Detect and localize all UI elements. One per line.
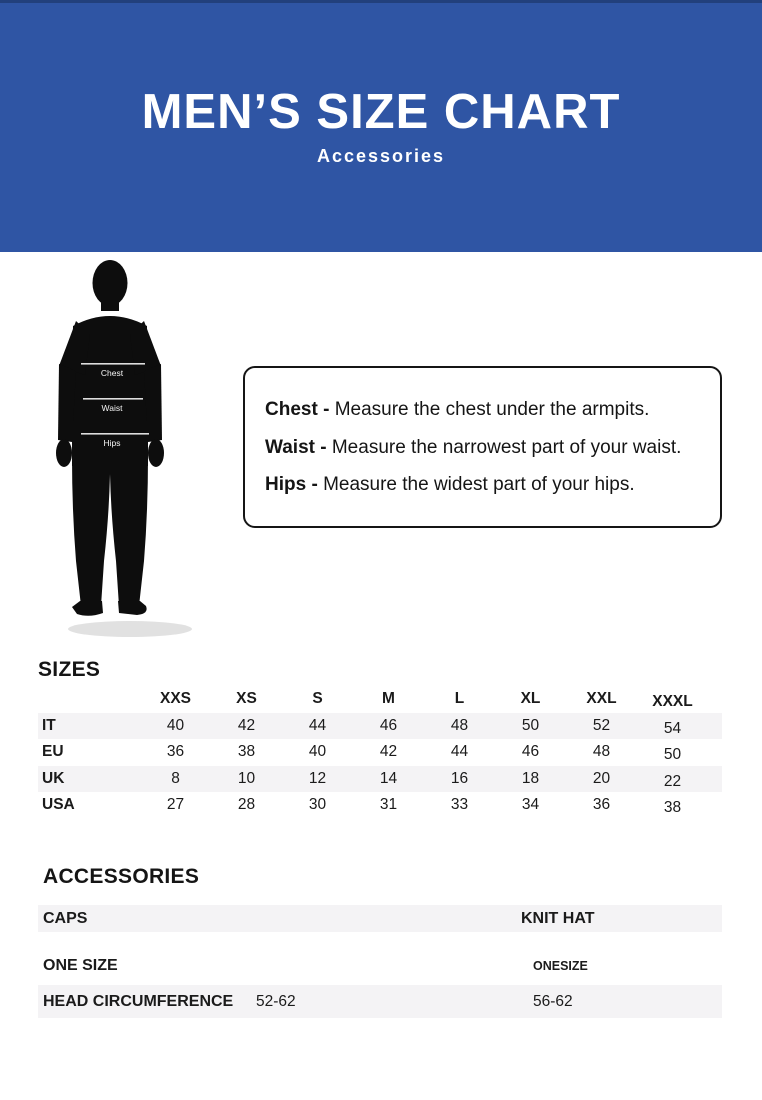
size-cell: 36 <box>592 796 611 814</box>
size-cell: 52 <box>592 717 611 735</box>
instruction-chest-text: Measure the chest under the armpits. <box>334 399 650 420</box>
size-cell: 31 <box>379 796 398 814</box>
hips-measure-line <box>81 433 149 435</box>
size-cell: 40 <box>308 743 327 761</box>
row-label: UK <box>42 769 65 787</box>
size-cell: 38 <box>663 799 682 817</box>
size-cell: 28 <box>237 796 256 814</box>
table-row <box>38 739 722 765</box>
column-header: XXS <box>159 689 191 707</box>
column-header: XL <box>520 689 541 707</box>
row-label: EU <box>42 743 64 761</box>
column-header: XS <box>236 689 257 707</box>
page-subtitle: Accessories <box>316 146 446 166</box>
size-cell: 50 <box>663 746 682 764</box>
size-cell: 8 <box>171 769 180 787</box>
waist-line-label: Waist <box>101 403 123 413</box>
column-header: M <box>382 689 395 707</box>
row-label: ONE SIZE <box>43 956 118 974</box>
instruction-waist-term: Waist - <box>265 436 327 458</box>
floor-shadow <box>68 621 192 637</box>
table-row <box>38 766 722 792</box>
table-row <box>38 985 722 1018</box>
size-cell: 10 <box>237 769 256 787</box>
column-header: XXXL <box>652 692 693 710</box>
onesize-cell: ONESIZE <box>533 958 588 973</box>
size-cell: 16 <box>450 769 469 787</box>
column-header: XXL <box>586 689 617 707</box>
size-cell: 12 <box>308 769 327 787</box>
size-cell: 46 <box>379 717 398 735</box>
instruction-chest <box>265 391 712 429</box>
size-cell: 34 <box>521 796 540 814</box>
instruction-waist <box>265 429 712 467</box>
page-title: MEN’S SIZE CHART <box>141 85 621 139</box>
sizes-table <box>38 684 722 818</box>
table-row <box>38 950 722 981</box>
row-label: CAPS <box>43 909 88 927</box>
hips-line-label: Hips <box>103 438 121 448</box>
row-label: USA <box>42 796 75 814</box>
instruction-waist-text: Measure the narrowest part of your waist. <box>331 436 682 458</box>
size-cell: 48 <box>592 743 611 761</box>
sizes-table-header-row <box>38 684 722 713</box>
instruction-hips-term: Hips - <box>265 474 318 495</box>
chest-measure-line <box>81 363 145 365</box>
size-cell: 30 <box>308 796 327 814</box>
size-cell: 40 <box>166 717 185 735</box>
size-cell: 33 <box>450 796 469 814</box>
caps-head-circumference-cell: 52-62 <box>256 992 296 1010</box>
accessories-heading: ACCESSORIES <box>43 865 200 888</box>
size-cell: 42 <box>379 743 398 761</box>
size-cell: 54 <box>663 720 682 738</box>
size-cell: 48 <box>450 717 469 735</box>
size-cell: 20 <box>592 769 611 787</box>
size-cell: 36 <box>166 743 185 761</box>
accessories-header-row <box>38 905 722 932</box>
waist-measure-line <box>83 398 143 400</box>
row-label: HEAD CIRCUMFERENCE <box>43 992 234 1010</box>
row-label: IT <box>42 717 56 735</box>
size-cell: 18 <box>521 769 540 787</box>
size-cell: 42 <box>237 717 256 735</box>
male-silhouette-figure <box>45 256 195 641</box>
column-header: S <box>312 689 323 707</box>
instruction-hips <box>265 466 712 504</box>
size-cell: 27 <box>166 796 185 814</box>
size-cell: 38 <box>237 743 256 761</box>
measurement-instructions-box <box>243 366 722 528</box>
size-cell: 22 <box>663 772 682 790</box>
size-cell: 50 <box>521 717 540 735</box>
knit-hat-cell: KNIT HAT <box>521 909 595 927</box>
instruction-hips-text: Measure the widest part of your hips. <box>323 474 635 495</box>
size-cell: 14 <box>379 769 398 787</box>
column-header: L <box>454 689 465 707</box>
size-cell: 44 <box>450 743 469 761</box>
table-row <box>38 792 722 818</box>
instruction-chest-term: Chest - <box>265 399 330 420</box>
size-cell: 44 <box>308 717 327 735</box>
header-banner <box>0 0 762 252</box>
sizes-heading: SIZES <box>38 658 101 681</box>
knit-hat-head-circumference-cell: 56-62 <box>533 992 573 1010</box>
chest-line-label: Chest <box>100 368 124 378</box>
size-cell: 46 <box>521 743 540 761</box>
table-row <box>38 713 722 739</box>
